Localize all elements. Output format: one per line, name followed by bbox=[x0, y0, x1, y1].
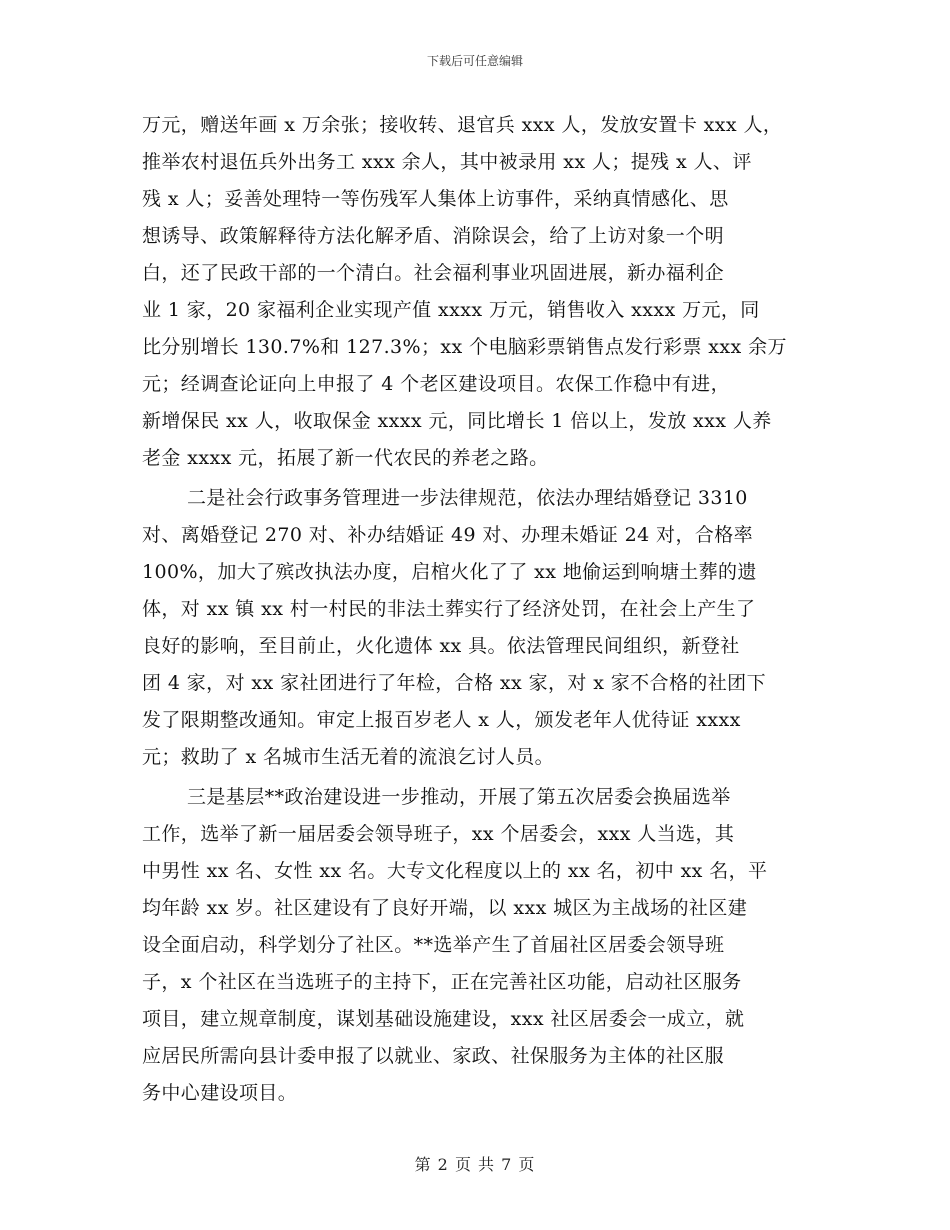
text-line: 应居民所需向县计委申报了以就业、家政、社保服务为主体的社区服 bbox=[142, 1045, 725, 1067]
text-line: 子，x 个社区在当选班子的主持下，正在完善社区功能，启动社区服务 bbox=[142, 971, 742, 993]
text-line: 中男性 xx 名、女性 xx 名。大专文化程度以上的 xx 名，初中 xx 名，平 bbox=[142, 860, 768, 882]
text-line: 团 4 家，对 xx 家社团进行了年检，合格 xx 家，对 x 家不合格的社团下 bbox=[142, 672, 766, 694]
text-line: 设全面启动，科学划分了社区。**选举产生了首届社区居委会领导班 bbox=[142, 934, 725, 956]
text-line: 均年龄 xx 岁。社区建设有了良好开端，以 xxx 城区为主战场的社区建 bbox=[142, 897, 748, 919]
text-line: 老金 xxxx 元，拓展了新一代农民的养老之路。 bbox=[142, 447, 549, 469]
text-line: 业 1 家，20 家福利企业实现产值 xxxx 万元，销售收入 xxxx 万元，同 bbox=[142, 299, 760, 321]
page-header: 下载后可任意编辑 bbox=[426, 54, 523, 68]
text-line: 对、离婚登记 270 对、补办结婚证 49 对、办理未婚证 24 对，合格率 bbox=[142, 524, 754, 546]
text-line: 元；救助了 x 名城市生活无着的流浪乞讨人员。 bbox=[142, 746, 554, 768]
text-line: 工作，选举了新一届居委会领导班子，xx 个居委会，xxx 人当选，其 bbox=[142, 823, 735, 845]
text-line: 元；经调查论证向上申报了 4 个老区建设项目。农保工作稳中有进， bbox=[142, 373, 730, 395]
text-line: 想诱导、政策解释待方法化解矛盾、消除误会，给了上访对象一个明 bbox=[142, 225, 725, 247]
paragraph-start-line: 二是社会行政事务管理进一步法律规范，依法办理结婚登记 3310 bbox=[187, 487, 748, 509]
text-line: 白，还了民政干部的一个清白。社会福利事业巩固进展，新办福利企 bbox=[142, 262, 725, 284]
text-line: 发了限期整改通知。审定上报百岁老人 x 人，颁发老年人优待证 xxxx bbox=[142, 709, 741, 731]
paragraph-start-line: 三是基层**政治建设进一步推动，开展了第五次居委会换届选举 bbox=[187, 786, 731, 808]
text-line: 100%，加大了殡改执法办度，启棺火化了了 xx 地偷运到响塘土葬的遗 bbox=[142, 561, 757, 583]
text-line: 务中心建设项目。 bbox=[142, 1082, 298, 1104]
text-line: 比分别增长 130.7%和 127.3%；xx 个电脑彩票销售点发行彩票 xxx 余万 bbox=[142, 336, 787, 358]
text-line: 万元，赠送年画 x 万余张；接收转、退官兵 xxx 人，发放安置卡 xxx 人， bbox=[142, 114, 783, 136]
text-line: 项目，建立规章制度，谋划基础设施建设，xxx 社区居委会一成立，就 bbox=[142, 1008, 745, 1030]
text-line: 推举农村退伍兵外出务工 xxx 余人，其中被录用 xx 人；提残 x 人、评 bbox=[142, 151, 752, 173]
page-number-footer: 第 2 页 共 7 页 bbox=[414, 1155, 536, 1174]
text-line: 良好的影响，至目前止，火化遗体 xx 具。依法管理民间组织，新登社 bbox=[142, 635, 740, 657]
text-line: 体，对 xx 镇 xx 村一村民的非法土葬实行了经济处罚，在社会上产生了 bbox=[142, 598, 756, 620]
text-line: 新增保民 xx 人，收取保金 xxxx 元，同比增长 1 倍以上，发放 xxx 人养 bbox=[142, 410, 772, 432]
text-line: 残 x 人；妥善处理特一等伤残军人集体上访事件，采纳真情感化、思 bbox=[142, 188, 729, 210]
